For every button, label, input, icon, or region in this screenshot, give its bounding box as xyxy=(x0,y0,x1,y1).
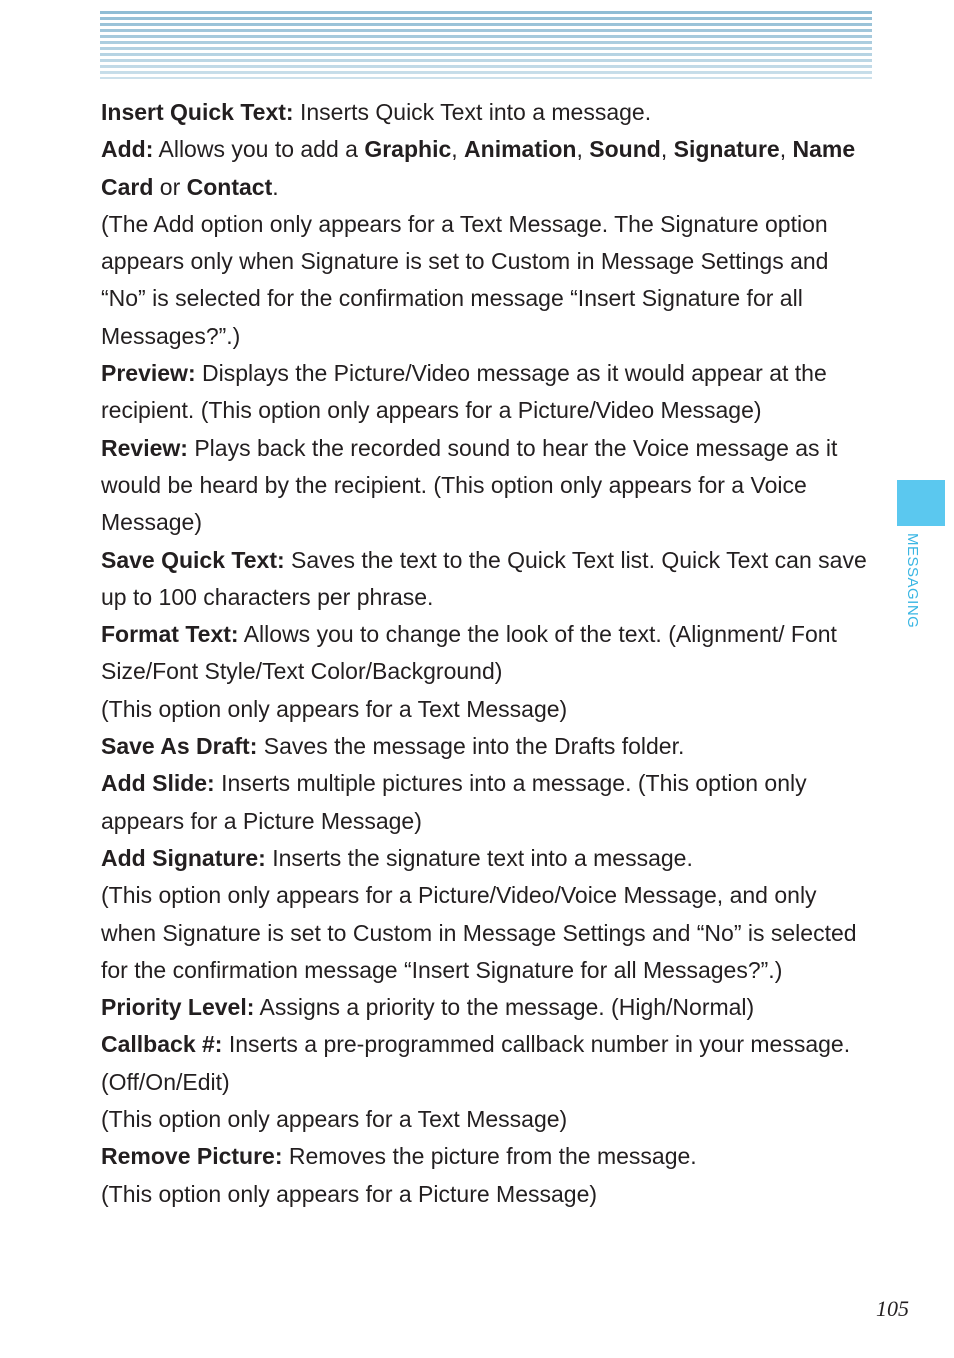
note-add: (The Add option only appears for a Text Message. The Signature option appears only when Signature is set to Custom in Message Settings and “No” is selected for the confirmation message “Insert Signature for all Messages?”.) xyxy=(101,210,829,349)
term-insert-quick-text: Insert Quick Text: xyxy=(101,99,294,125)
note-callback: (This option only appears for a Text Message) xyxy=(101,1106,568,1133)
note-remove-picture: (This option only appears for a Picture Message) xyxy=(101,1180,598,1207)
term-remove-picture: Remove Picture: xyxy=(101,1143,283,1170)
desc-remove-picture: Removes the picture from the message. xyxy=(282,1143,697,1170)
desc-preview: Displays the Picture/Video message as it would appear at the recipient. (This option only appears for a Picture/Video Message) xyxy=(101,360,827,424)
option-add-slide xyxy=(101,765,876,840)
option-add xyxy=(101,131,876,206)
option-insert-quick-text xyxy=(101,94,876,131)
term-add-slide: Add Slide: xyxy=(101,770,215,797)
add-option-contact: Contact xyxy=(186,173,273,200)
option-priority-level xyxy=(101,989,876,1026)
header-decoration-band xyxy=(100,11,872,79)
add-option-sound: Sound xyxy=(589,136,661,163)
desc-insert-quick-text: Inserts Quick Text into a message. xyxy=(293,99,652,125)
option-save-as-draft xyxy=(101,728,876,765)
term-add-signature: Add Signature: xyxy=(101,844,266,871)
separator-or: or xyxy=(153,173,187,200)
term-save-as-draft: Save As Draft: xyxy=(101,733,258,760)
note-add-signature: (This option only appears for a Picture/Video/Voice Message, and only when Signature is set to Custom in Message Settings and “No” is selected for the confirmation message “Insert Signature for all Messages?”.) xyxy=(101,882,857,983)
desc-callback: Inserts a pre-programmed callback number in your message. (Off/On/Edit) xyxy=(101,1031,851,1095)
desc-add-signature: Inserts the signature text into a message. xyxy=(265,844,693,871)
option-callback xyxy=(101,1026,876,1101)
note-format-text: (This option only appears for a Text Message) xyxy=(101,695,568,722)
term-priority-level: Priority Level: xyxy=(101,994,255,1021)
term-add: Add: xyxy=(101,136,154,163)
separator: , xyxy=(779,136,793,163)
option-remove-picture xyxy=(101,1138,876,1175)
desc-save-quick-text: Saves the text to the Quick Text list. Quick Text can save up to 100 characters per phrase. xyxy=(101,546,867,610)
desc-add: Allows you to add a xyxy=(153,136,365,163)
add-option-signature: Signature xyxy=(673,136,780,163)
option-review xyxy=(101,430,876,542)
options-list xyxy=(101,94,876,1213)
term-save-quick-text: Save Quick Text: xyxy=(101,546,285,573)
add-option-animation: Animation xyxy=(464,136,577,163)
desc-add-slide: Inserts multiple pictures into a message. (This option only appears for a Picture Message) xyxy=(101,770,807,834)
option-format-text xyxy=(101,616,876,691)
term-format-text: Format Text: xyxy=(101,621,239,648)
add-option-name-card: Name Card xyxy=(101,136,856,200)
option-add-signature xyxy=(101,840,876,877)
separator: , xyxy=(576,136,590,163)
add-option-graphic: Graphic xyxy=(364,136,452,163)
page-number: 105 xyxy=(876,1296,909,1321)
section-label: MESSAGING xyxy=(904,533,921,629)
option-save-quick-text xyxy=(101,542,876,617)
term-callback: Callback #: xyxy=(101,1031,223,1058)
section-tab-marker xyxy=(897,480,945,526)
sentence-end: . xyxy=(272,173,279,200)
separator: , xyxy=(451,136,465,163)
desc-priority-level: Assigns a priority to the message. (High/Normal) xyxy=(254,994,755,1021)
separator: , xyxy=(660,136,674,163)
desc-format-text: Allows you to change the look of the text. (Alignment/ Font Size/Font Style/Text Color/Background) xyxy=(101,621,837,685)
option-preview xyxy=(101,355,876,430)
desc-review: Plays back the recorded sound to hear the Voice message as it would be heard by the recipient. (This option only appears for a Voice Message) xyxy=(101,434,838,536)
desc-save-as-draft: Saves the message into the Drafts folder. xyxy=(257,733,685,760)
term-review: Review: xyxy=(101,434,188,461)
term-preview: Preview: xyxy=(101,360,196,387)
